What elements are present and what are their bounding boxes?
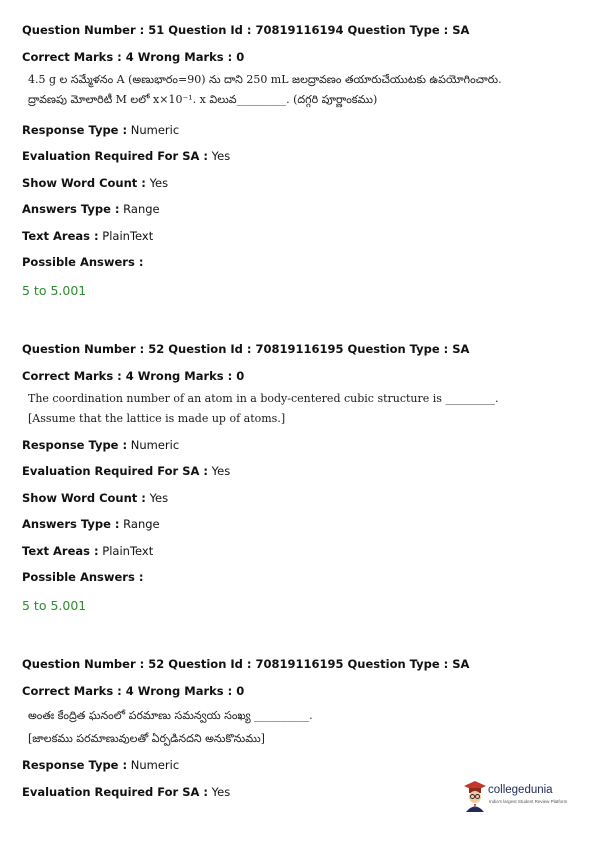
answer-value: 5 to 5.001 — [22, 598, 87, 613]
word-count-row — [22, 175, 168, 191]
word-count-value: Yes — [149, 491, 169, 505]
question-text-line: అంతః కేంద్రిత ఘనంలో పరమాణు సమన్వయ సంఖ్య __________. — [28, 709, 313, 722]
possible-answers-label: Possible Answers : — [22, 255, 144, 269]
marks-line: Correct Marks : 4 Wrong Marks : 0 — [22, 369, 245, 383]
response-type-label: Response Type : — [22, 123, 128, 137]
answers-type-label: Answers Type : — [22, 202, 120, 216]
word-count-row — [22, 490, 168, 506]
text-areas-label: Text Areas : — [22, 544, 99, 558]
evaluation-row — [22, 784, 230, 800]
marks-line: Correct Marks : 4 Wrong Marks : 0 — [22, 50, 245, 64]
answer-value: 5 to 5.001 — [22, 283, 87, 298]
question-header: Question Number : 51 Question Id : 70819116194 Question Type : SA — [22, 23, 470, 37]
response-type-label: Response Type : — [22, 758, 128, 772]
answers-type-row — [22, 516, 160, 532]
question-header: Question Number : 52 Question Id : 70819116195 Question Type : SA — [22, 342, 470, 356]
response-type-value: Numeric — [130, 123, 180, 137]
response-type-value: Numeric — [130, 438, 180, 452]
student-mascot-icon — [462, 778, 488, 812]
response-type-label: Response Type : — [22, 438, 128, 452]
question-text-line: [జాలకము పరమాణువులతో ఏర్పడినదని అనుకొనుము] — [28, 732, 265, 745]
evaluation-row — [22, 463, 230, 479]
text-areas-row — [22, 228, 153, 244]
evaluation-value: Yes — [211, 785, 231, 799]
question-text-line: ద్రావణపు మోలారిటీ M లలో x×10⁻¹. x విలువ_________. (దగ్గరి పూర్ణాంకము) — [28, 93, 378, 106]
question-text-line: 4.5 g ల సమ్మేళనం A (అణుభారం=90) ను దాని 250 mL జలద్రావణం తయారుచేయుటకు ఉపయోగించారు. — [28, 73, 502, 86]
question-header: Question Number : 52 Question Id : 70819116195 Question Type : SA — [22, 657, 470, 671]
answers-type-row — [22, 201, 160, 217]
response-type-value: Numeric — [130, 758, 180, 772]
text-areas-value: PlainText — [102, 229, 154, 243]
question-text-line: [Assume that the lattice is made up of atoms.] — [28, 412, 286, 425]
answers-type-value: Range — [123, 517, 160, 531]
text-areas-label: Text Areas : — [22, 229, 99, 243]
answers-type-value: Range — [123, 202, 160, 216]
word-count-label: Show Word Count : — [22, 491, 146, 505]
question-text-line: The coordination number of an atom in a body-centered cubic structure is _________. — [28, 392, 499, 405]
evaluation-value: Yes — [211, 464, 231, 478]
evaluation-label: Evaluation Required For SA : — [22, 149, 209, 163]
marks-line: Correct Marks : 4 Wrong Marks : 0 — [22, 684, 245, 698]
answers-type-label: Answers Type : — [22, 517, 120, 531]
possible-answers-label: Possible Answers : — [22, 570, 144, 584]
text-areas-row — [22, 543, 153, 559]
logo-tagline: India's largest Student Review Platform — [489, 799, 568, 804]
evaluation-value: Yes — [211, 149, 231, 163]
word-count-value: Yes — [149, 176, 169, 190]
text-areas-value: PlainText — [102, 544, 154, 558]
collegedunia-logo — [462, 778, 572, 814]
evaluation-row — [22, 148, 230, 164]
evaluation-label: Evaluation Required For SA : — [22, 464, 209, 478]
evaluation-label: Evaluation Required For SA : — [22, 785, 209, 799]
response-type-row — [22, 122, 179, 138]
word-count-label: Show Word Count : — [22, 176, 146, 190]
response-type-row — [22, 757, 179, 773]
response-type-row — [22, 437, 179, 453]
logo-name: collegedunia — [488, 784, 553, 796]
